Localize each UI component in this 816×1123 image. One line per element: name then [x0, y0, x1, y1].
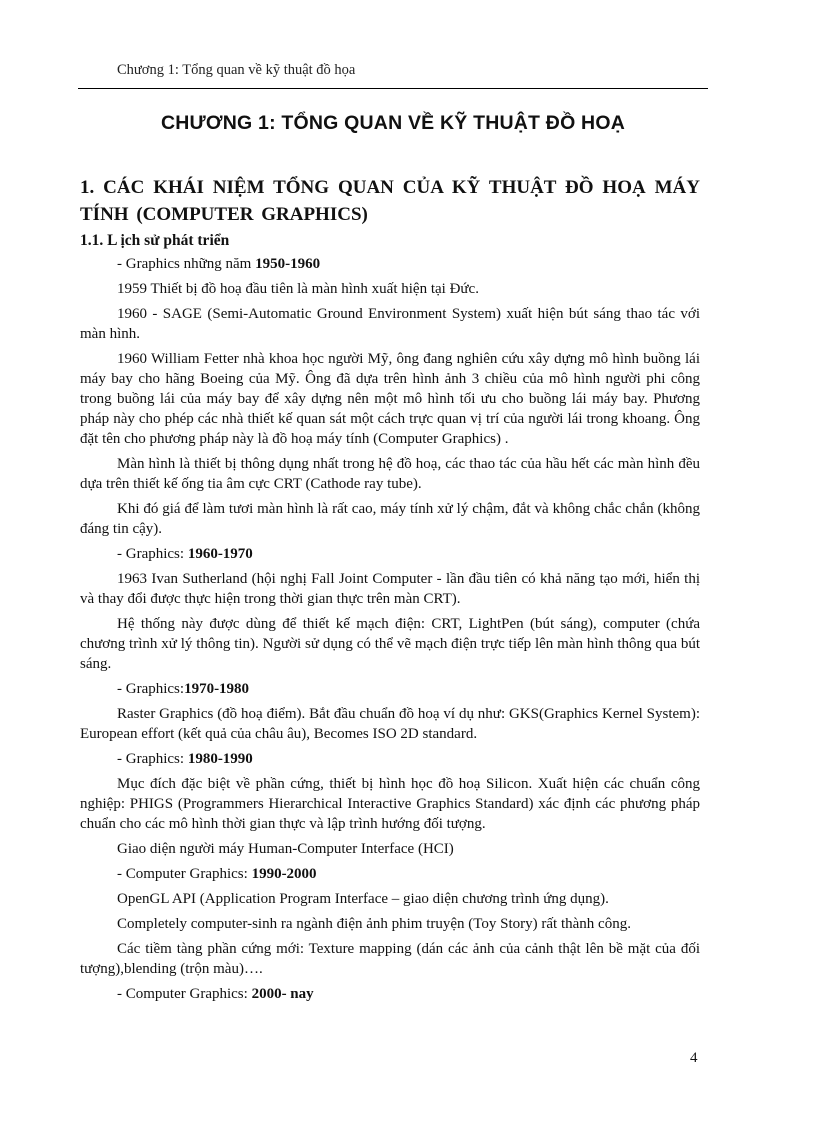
paragraph-text: Completely computer-sinh ra ngành điện ảnh phim truyện (Toy Story) rất thành công. [117, 916, 631, 932]
paragraph [80, 839, 700, 859]
period-heading [80, 544, 700, 564]
period-years: 1960-1970 [187, 546, 253, 562]
paragraph-text: - Graphics những năm [117, 256, 256, 272]
subsection-title: 1.1. L ịch sử phát triển [80, 232, 230, 249]
page-number: 4 [690, 1050, 698, 1066]
paragraph [80, 774, 700, 834]
paragraph [80, 304, 700, 344]
paragraph-text: 1960 William Fetter nhà khoa học người Mỹ, ông đang nghiên cứu xây dựng mô hình buồng lái máy bay cho hãng Boeing của Mỹ. Ông đã dựa trên hình ảnh 3 chiều của mô hình người phi công trong buồng lái của máy bay để xây dựng nên một mô hình tối ưu cho buồng lái máy bay. Phương pháp này cho phép các nhà thiết kế quan sát một cách trực quan vị trí của người lái trong khoang. Ông đặt tên cho phương pháp này là đồ hoạ máy tính (Computer Graphics) . [80, 351, 700, 447]
paragraph-text: Raster Graphics (đồ hoạ điểm). Bắt đầu chuẩn đồ hoạ ví dụ như: GKS(Graphics Kernel System): European effort (kết quả của châu âu), Becomes ISO 2D standard. [80, 706, 700, 742]
paragraph-text: Giao diện người máy Human-Computer Interface (HCI) [117, 841, 454, 857]
paragraph-text: Khi đó giá để làm tươi màn hình là rất cao, máy tính xử lý chậm, đắt và không chắc chắn (không đáng tin cậy). [80, 501, 700, 537]
paragraph-text: 1963 Ivan Sutherland (hội nghị Fall Joint Computer - lần đầu tiên có khả năng tạo mới, hiển thị và thay đổi được thực hiện trong thời gian thực trên màn CRT). [80, 571, 700, 607]
period-heading [80, 254, 700, 274]
paragraph-text: - Computer Graphics: [117, 986, 252, 1002]
period-heading [80, 984, 700, 1004]
period-heading [80, 679, 700, 699]
paragraph-text: - Computer Graphics: [117, 866, 252, 882]
period-heading [80, 749, 700, 769]
paragraph [80, 704, 700, 744]
running-header: Chương 1: Tổng quan về kỹ thuật đồ họa [117, 62, 356, 78]
paragraph [80, 349, 700, 449]
paragraph [80, 939, 700, 979]
body-text [80, 254, 700, 1009]
period-years: 2000- nay [251, 986, 314, 1002]
paragraph-text: Mục đích đặc biệt về phần cứng, thiết bị hình học đồ hoạ Silicon. Xuất hiện các chuẩn công nghiệp: PHIGS (Programmers Hierarchical Interactive Graphics Standard) xác định các phương pháp chuẩn cho các mô hình thời gian thực và lập trình hướng đối tượng. [80, 776, 700, 832]
paragraph-text: - Graphics: [117, 751, 188, 767]
paragraph-text: Các tiềm tàng phần cứng mới: Texture mapping (dán các ảnh của cảnh thật lên bề mặt của đối tượng),blending (trộn màu)…. [80, 941, 700, 977]
paragraph-text: - Graphics: [117, 546, 188, 562]
header-divider [78, 88, 708, 89]
period-heading [80, 864, 700, 884]
paragraph [80, 914, 700, 934]
chapter-title: CHƯƠNG 1: TỔNG QUAN VỀ KỸ THUẬT ĐỒ HOẠ [160, 112, 625, 134]
period-years: 1950-1960 [255, 256, 321, 272]
paragraph [80, 889, 700, 909]
paragraph-text: Màn hình là thiết bị thông dụng nhất trong hệ đồ hoạ, các thao tác của hầu hết các màn hình đều dựa trên thiết kế ống tia âm cực CRT (Cathode ray tube). [80, 456, 700, 492]
paragraph [80, 279, 700, 299]
paragraph-text: Hệ thống này được dùng để thiết kế mạch điện: CRT, LightPen (bút sáng), computer (chứa chương trình xử lý thông tin). Người sử dụng có thể vẽ mạch điện trực tiếp lên màn hình thông qua bút sáng. [80, 616, 700, 672]
paragraph-text: - Graphics: [117, 681, 185, 697]
period-years: 1990-2000 [251, 866, 317, 882]
paragraph [80, 499, 700, 539]
paragraph [80, 454, 700, 494]
paragraph-text: OpenGL API (Application Program Interface – giao diện chương trình ứng dụng). [117, 891, 609, 907]
period-years: 1970-1980 [184, 681, 250, 697]
paragraph-text: 1960 - SAGE (Semi-Automatic Ground Environment System) xuất hiện bút sáng thao tác với màn hình. [80, 306, 700, 342]
period-years: 1980-1990 [187, 751, 253, 767]
paragraph-text: 1959 Thiết bị đồ hoạ đầu tiên là màn hình xuất hiện tại Đức. [117, 281, 479, 297]
paragraph [80, 614, 700, 674]
section-title: 1. CÁC KHÁI NIỆM TỔNG QUAN CỦA KỸ THUẬT ĐỒ HOẠ MÁY TÍNH (COMPUTER GRAPHICS) [80, 177, 700, 225]
paragraph [80, 569, 700, 609]
